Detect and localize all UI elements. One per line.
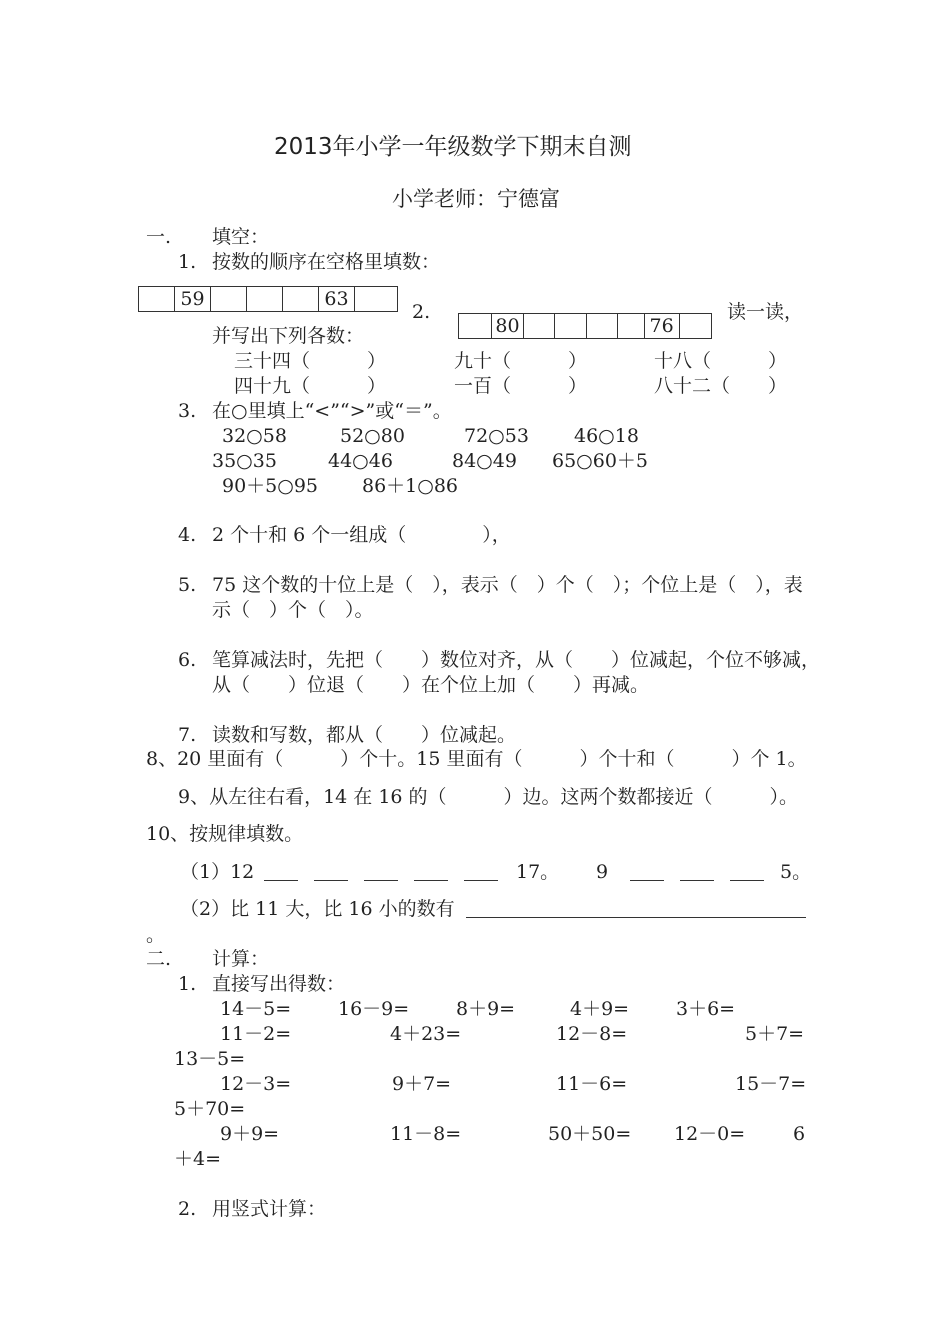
calc-expression: 5＋70= (174, 1098, 246, 1120)
grid-cell[interactable] (283, 287, 319, 311)
q8-text: 8、20 里面有（ ）个十。15 里面有（ ）个十和（ ）个 1。 (146, 748, 807, 770)
q10-part1-mid: 9 (596, 861, 609, 883)
section-1-heading: 填空： (212, 226, 270, 248)
grid-cell: 80 (492, 314, 524, 338)
grid-cell[interactable] (247, 287, 283, 311)
calc-q1-number: 1. (178, 973, 197, 995)
calc-expression: 9＋9= (220, 1123, 280, 1145)
answer-blank[interactable] (466, 917, 806, 918)
calc-expression: 50＋50= (548, 1123, 632, 1145)
answer-blank[interactable] (680, 880, 714, 881)
page-title: 2013年小学一年级数学下期末自测 (274, 134, 632, 160)
calc-expression: 6 (793, 1123, 806, 1145)
q10-part1-label: （1）12 (180, 861, 255, 883)
calc-expression: ＋4= (174, 1148, 222, 1170)
section-2-heading: 计算： (212, 948, 270, 970)
q7-text: 读数和写数，都从（ ）位减起。 (212, 724, 517, 746)
answer-blank[interactable] (314, 880, 348, 881)
q3-expression: 35○35 (212, 450, 277, 472)
calc-expression: 3＋6= (676, 998, 736, 1020)
q3-expression: 52○80 (340, 425, 405, 447)
answer-blank[interactable] (364, 880, 398, 881)
q3-number: 3. (178, 400, 197, 422)
calc-expression: 11－2= (220, 1023, 292, 1045)
q3-expression: 72○53 (464, 425, 529, 447)
calc-expression: 14－5= (220, 998, 292, 1020)
grid-cell[interactable] (459, 314, 492, 338)
q2-item: 八十二（ ） (654, 375, 788, 397)
section-2-number: 二. (146, 948, 172, 970)
calc-q1-text: 直接写出得数： (212, 973, 346, 995)
q3-expression: 86＋1○86 (362, 475, 459, 497)
q10-part1-end: 17。 (516, 861, 560, 883)
q4-number: 4. (178, 524, 197, 546)
q2-item: 一百（ ） (454, 375, 588, 397)
calc-expression: 4＋23= (390, 1023, 462, 1045)
teacher-name: 小学老师：宁德富 (392, 187, 560, 211)
calc-q2-text: 用竖式计算： (212, 1198, 327, 1220)
q3-expression: 65○60＋5 (552, 450, 649, 472)
q5-number: 5. (178, 574, 197, 596)
calc-expression: 8＋9= (456, 998, 516, 1020)
answer-blank[interactable] (264, 880, 298, 881)
q10-part2-period: 。 (146, 924, 166, 946)
q1-text: 按数的顺序在空格里填数： (212, 251, 441, 273)
grid-cell: 59 (175, 287, 211, 311)
q5-text-line1: 75 这个数的十位上是（ ），表示（ ）个（ ）；个位上是（ ），表 (212, 574, 803, 596)
q6-number: 6. (178, 649, 197, 671)
grid-cell[interactable] (680, 314, 711, 338)
grid-cell: 76 (645, 314, 680, 338)
q5-text-line2: 示（ ）个（ ）。 (212, 599, 374, 621)
calc-expression: 12－8= (556, 1023, 628, 1045)
grid-cell[interactable] (139, 287, 175, 311)
grid-cell[interactable] (618, 314, 644, 338)
q6-text-line2: 从（ ）位退（ ）在个位上加（ ）再减。 (212, 674, 650, 696)
grid-cell[interactable] (555, 314, 587, 338)
q2-item: 九十（ ） (454, 350, 588, 372)
answer-blank[interactable] (464, 880, 498, 881)
q3-expression: 46○18 (574, 425, 639, 447)
q2-number: 2. (412, 301, 431, 323)
answer-blank[interactable] (414, 880, 448, 881)
calc-expression: 12－0= (674, 1123, 746, 1145)
q3-expression: 84○49 (452, 450, 517, 472)
grid-cell[interactable] (211, 287, 247, 311)
q2-item: 三十四（ ） (234, 350, 387, 372)
q7-number: 7. (178, 724, 197, 746)
q2-item: 四十九（ ） (234, 375, 387, 397)
q2-item: 十八（ ） (654, 350, 788, 372)
q3-text: 在○里填上“<”“>”或“＝”。 (212, 400, 452, 422)
q10-part1-end2: 5。 (780, 861, 812, 883)
answer-blank[interactable] (730, 880, 764, 881)
grid-cell[interactable] (524, 314, 556, 338)
q10-part2-text: （2）比 11 大，比 16 小的数有 (180, 898, 455, 920)
grid-cell[interactable] (355, 287, 391, 311)
calc-expression: 11－8= (390, 1123, 462, 1145)
q3-expression: 90＋5○95 (222, 475, 319, 497)
q1-number-grid (138, 286, 398, 312)
calc-expression: 4＋9= (570, 998, 630, 1020)
grid-cell: 63 (319, 287, 355, 311)
calc-expression: 11－6= (556, 1073, 628, 1095)
q6-text-line1: 笔算减法时，先把（ ）数位对齐，从（ ）位减起，个位不够减， (212, 649, 821, 671)
calc-expression: 12－3= (220, 1073, 292, 1095)
calc-expression: 13－5= (174, 1048, 246, 1070)
calc-expression: 5＋7= (745, 1023, 805, 1045)
section-1-number: 一. (146, 226, 172, 248)
calc-q2-number: 2. (178, 1198, 197, 1220)
q10-text: 10、按规律填数。 (146, 823, 304, 845)
grid-cell[interactable] (587, 314, 619, 338)
calc-expression: 15－7= (735, 1073, 807, 1095)
q3-expression: 32○58 (222, 425, 287, 447)
q9-text: 9、从左往右看，14 在 16 的（ ）边。这两个数都接近（ ）。 (178, 786, 799, 808)
q3-expression: 44○46 (328, 450, 393, 472)
q4-text: 2 个十和 6 个一组成（ ）， (212, 524, 511, 546)
answer-blank[interactable] (630, 880, 664, 881)
q2-continue-text: 并写出下列各数： (212, 325, 365, 347)
q1-number: 1. (178, 251, 197, 273)
q2-read-text: 读一读， (727, 301, 804, 323)
calc-expression: 9＋7= (392, 1073, 452, 1095)
q2-number-grid (458, 313, 712, 339)
calc-expression: 16－9= (338, 998, 410, 1020)
